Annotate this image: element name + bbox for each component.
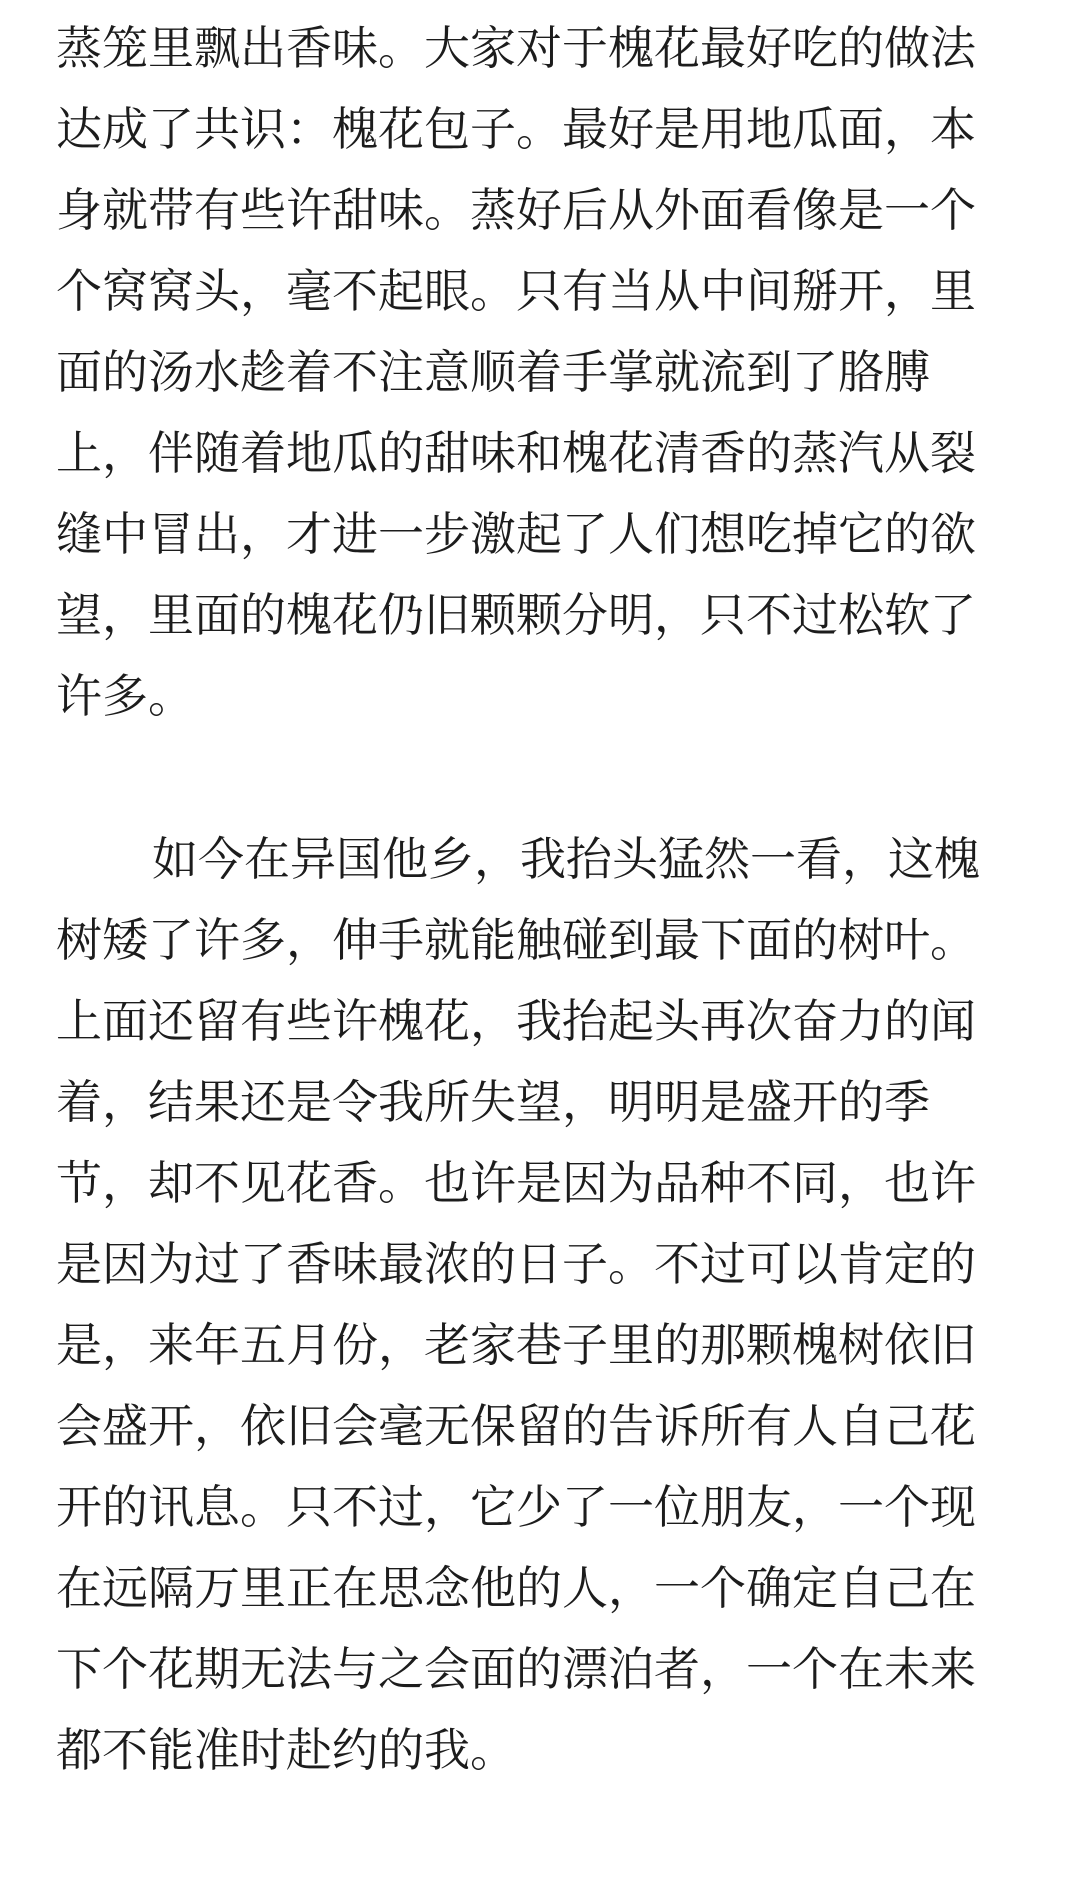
text-line: 下个花期无法与之会面的漂泊者，一个在未来 [56,1642,976,1696]
text-line: 如今在异国他乡，我抬头猛然一看，这槐 [152,832,980,886]
text-line: 会盛开，依旧会毫无保留的告诉所有人自己花 [56,1399,976,1453]
text-line: 许多。 [56,669,194,723]
text-line: 节，却不见花香。也许是因为品种不同，也许 [56,1156,976,1210]
text-line: 着，结果还是令我所失望，明明是盛开的季 [56,1075,930,1129]
text-line: 上，伴随着地瓜的甜味和槐花清香的蒸汽从裂 [56,426,976,480]
text-line: 达成了共识：槐花包子。最好是用地瓜面，本 [56,102,976,156]
paragraph-spacer [56,737,1020,819]
text-line: 是因为过了香味最浓的日子。不过可以肯定的 [56,1237,976,1291]
text-line: 面的汤水趁着不注意顺着手掌就流到了胳膊 [56,345,930,399]
text-line: 缝中冒出，才进一步激起了人们想吃掉它的欲 [56,507,976,561]
text-line: 望，里面的槐花仍旧颗颗分明，只不过松软了 [56,588,976,642]
text-line: 身就带有些许甜味。蒸好后从外面看像是一个 [56,183,976,237]
text-line: 开的讯息。只不过，它少了一位朋友，一个现 [56,1480,976,1534]
paragraph-1 [56,8,1020,737]
text-line: 是，来年五月份，老家巷子里的那颗槐树依旧 [56,1318,976,1372]
text-line: 上面还留有些许槐花，我抬起头再次奋力的闻 [56,994,976,1048]
text-line: 蒸笼里飘出香味。大家对于槐花最好吃的做法 [56,21,976,75]
text-line: 都不能准时赴约的我。 [56,1723,516,1777]
text-line: 树矮了许多，伸手就能触碰到最下面的树叶。 [56,913,976,967]
text-line: 个窝窝头，毫不起眼。只有当从中间掰开，里 [56,264,976,318]
text-line: 在远隔万里正在思念他的人，一个确定自己在 [56,1561,976,1615]
paragraph-2 [56,819,1020,1791]
article-body [56,0,1020,1791]
